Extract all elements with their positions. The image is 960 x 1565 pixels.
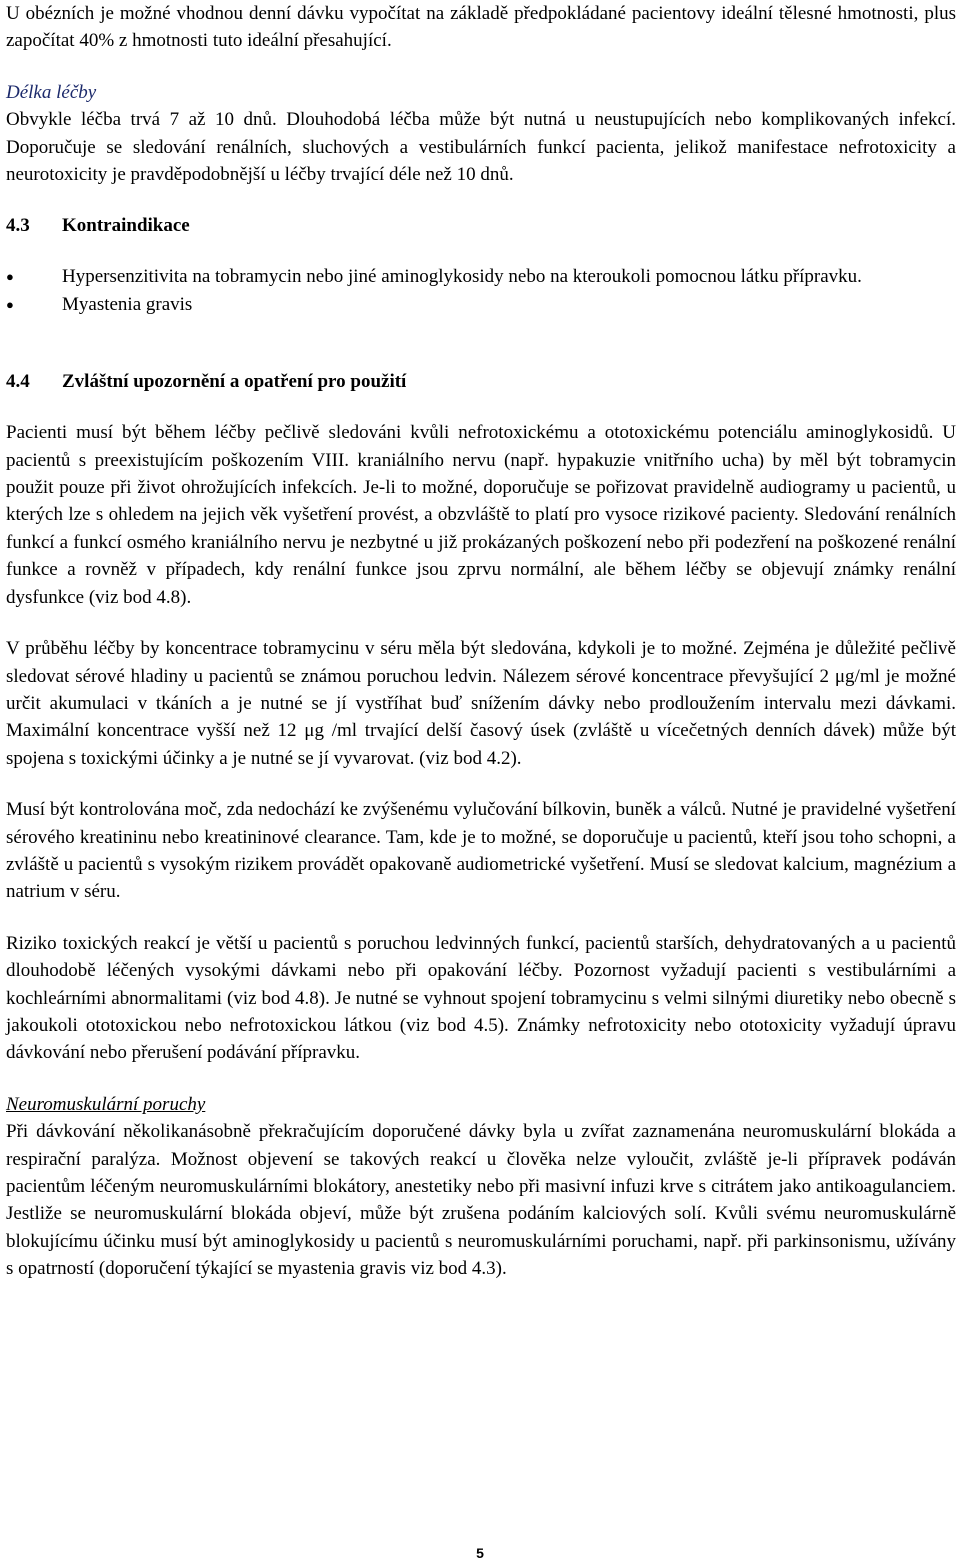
spacer	[6, 395, 956, 419]
duration-paragraph	[6, 106, 956, 188]
list-item	[6, 291, 956, 318]
page-number: 5	[476, 1545, 484, 1561]
duration-text: Obvykle léčba trvá 7 až 10 dnů. Dlouhodobá léčba může být nutná u neustupujících nebo komplikovaných infekcí.	[6, 109, 956, 131]
section-number: 4.4	[6, 371, 30, 393]
paragraph: Musí být kontrolována moč, zda nedochází ke zvýšenému vylučování bílkovin, buněk a válců. Nutné je pravidelné vyšetření sérového kreatininu nebo kreatininové clearance. Tam, kde je to možné, se doporučuje u pacientů, kteří jsou toho schopni, a zvláště u pacientů s vysokým rizikem provádět opakovaně audiometrické vyšetření. Musí se sledovat kalcium, magnézium a natrium v séru.	[6, 799, 956, 903]
duration-heading: Délka léčby	[6, 81, 97, 103]
spacer	[6, 906, 956, 930]
spacer	[6, 318, 956, 368]
spacer	[6, 239, 956, 263]
document-page	[6, 0, 956, 1283]
section-heading-4-3	[6, 212, 956, 239]
paragraph: Pacienti musí být během léčby pečlivě sledováni kvůli nefrotoxickému a ototoxickému potenciálu aminoglykosidů. U pacientů s preexistujícím poškozením VIII. kraniálního nervu (např. hypakuzie vnitřního ucha) by měl být tobramycin použit pouze při život ohrožujících infekcích. Je-li to možné, doporučuje se pořizovat pravidelně audiogramy u pacientů, u kterých lze s ohledem na jejich věk vyšetření provést, a obzvláště to platí pro vysoce rizikové pacienty. Sledování renálních funkcí a funkcí osmého kraniálního nervu je nezbytné u již prokázaných poškození nebo při podezření na poškozené renální funkce a rovněž v případech, kdy renální funkce jsou zprvu normální, ale během léčby se objevují známky renální dysfunkce (viz bod 4.8).	[6, 422, 956, 608]
spacer	[6, 188, 956, 212]
contraindication-list	[6, 263, 956, 318]
spacer	[6, 611, 956, 635]
paragraph: V průběhu léčby by koncentrace tobramycinu v séru měla být sledována, kdykoli je to možné. Zejména je důležité pečlivě sledovat sérové hladiny u pacientů se známou poruchou ledvin. Nálezem sérové koncentrace převyšující 2 μg/ml je možné určit akumulaci v tkáních a je nutné se jí vystříhat buď snížením dávky nebo prodloužením intervalu mezi dávkami. Maximální koncentrace vyšší než 12 μg /ml trvající delší časový úsek (zvláště u vícečetných denních dávek) může být spojena s toxickými účinky a je nutné se jí vyvarovat. (viz bod 4.2).	[6, 638, 956, 769]
neuromuscular-paragraph: Při dávkování několikanásobně překračujícím doporučené dávky byla u zvířat zaznamenána neuromuskulární blokáda a respirační paralýza. Možnost objevení se takových reakcí u člověka nelze vyloučit, zvláště je-li přípravek podáván pacientům léčeným neuromuskulárními blokátory, anestetiky nebo při masivní infuzi krve s citrátem jako antikoagulanciem. Jestliže se neuromuskulární blokáda objeví, může být zrušena podáním kalciových solí. Kvůli svému neuromuskulárně blokujícímu účinku musí být aminoglykosidy u pacientů s neuromuskulárními poruchami, např. při parkinsonismu, užívány s opatrností (doporučení týkající se myastenia gravis viz bod 4.3).	[6, 1121, 956, 1280]
list-item-text: Myastenia gravis	[62, 293, 193, 315]
section-heading-4-4	[6, 368, 956, 395]
list-item	[6, 263, 956, 290]
bullet-icon: ●	[6, 296, 14, 312]
intro-paragraph: U obézních je možné vhodnou denní dávku vypočítat na základě předpokládané pacientovy ideální tělesné hmotnosti, plus započítat 40% z hmotnosti tuto ideální přesahující.	[6, 3, 956, 52]
section-number: 4.3	[6, 215, 30, 237]
neuromuscular-heading: Neuromuskulární poruchy	[6, 1093, 206, 1115]
bullet-icon: ●	[6, 269, 14, 285]
duration-highlight-text: Doporučuje se sledování renálních, sluchových a vestibulárních funkcí pacienta, jelikož manifestace nefrotoxicity a neurotoxicity je pravděpodobnější u léčby trvající déle než 10 dnů.	[6, 136, 956, 186]
section-title: Zvláštní upozornění a opatření pro použití	[62, 371, 407, 393]
spacer	[6, 1067, 956, 1091]
spacer	[6, 772, 956, 796]
section-title: Kontraindikace	[62, 215, 190, 237]
paragraph: Riziko toxických reakcí je větší u pacientů s poruchou ledvinných funkcí, pacientů starších, dehydratovaných a u pacientů dlouhodobě léčených vysokými dávkami nebo při opakování léčby. Pozornost vyžadují pacienti s vestibulárními a kochleárními abnormalitami (viz bod 4.8). Je nutné se vyhnout spojení tobramycinu s velmi silnými diuretiky nebo obecně s jakoukoli ototoxickou nebo nefrotoxickou látkou (viz bod 4.5). Známky nefrotoxicity nebo ototoxicity vyžadují úpravu dávkování nebo přerušení podávání přípravku.	[6, 932, 956, 1064]
list-item-text: Hypersenzitivita na tobramycin nebo jiné aminoglykosidy nebo na kteroukoli pomocnou látku přípravku.	[62, 266, 862, 288]
spacer	[6, 55, 956, 79]
